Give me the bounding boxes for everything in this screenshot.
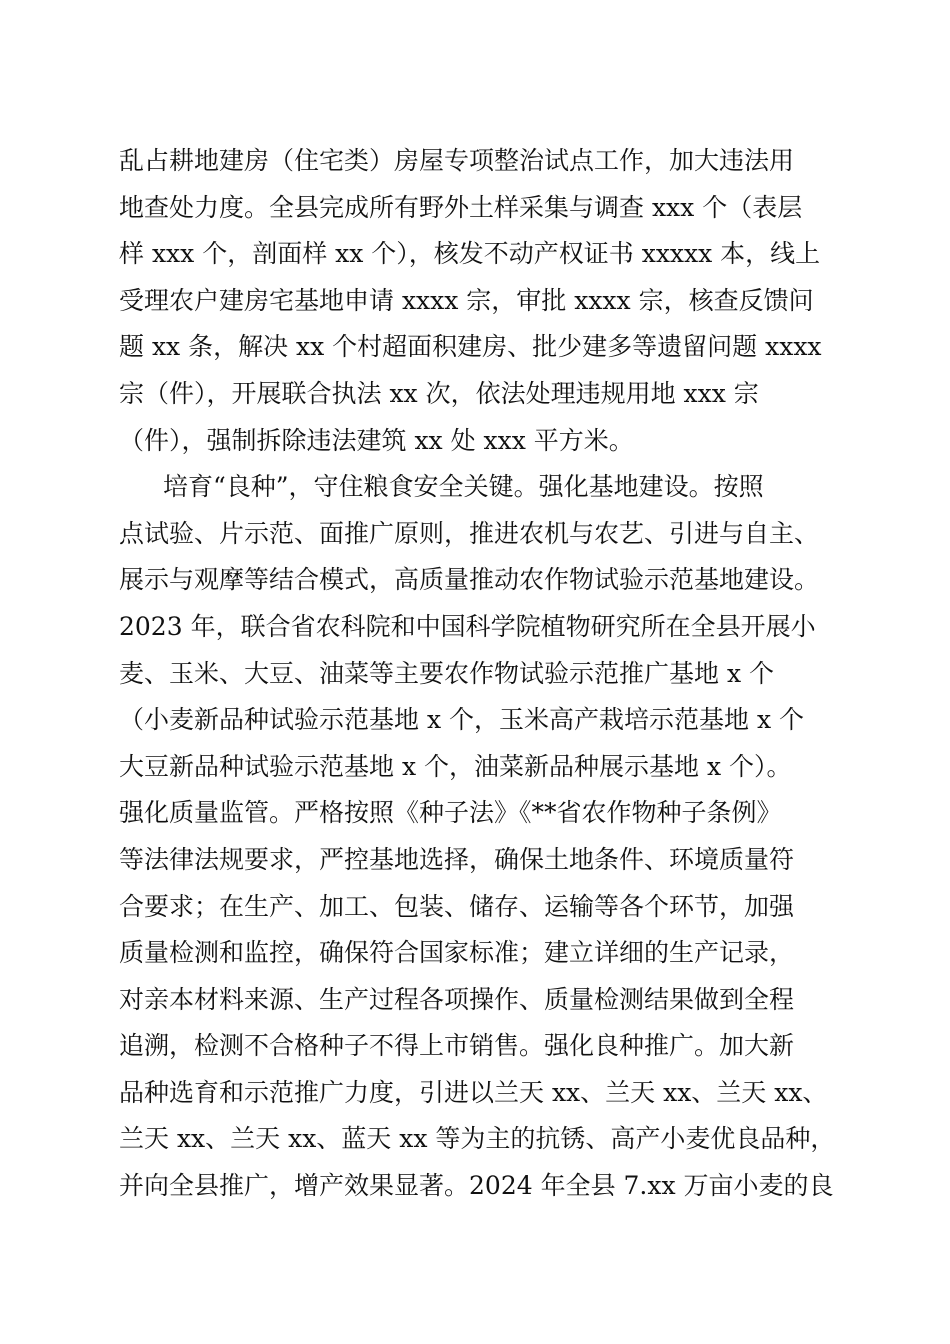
text-line: （小麦新品种试验示范基地 x 个，玉米高产栽培示范基地 x 个 bbox=[119, 705, 804, 735]
text-line: 对亲本材料来源、生产过程各项操作、质量检测结果做到全程 bbox=[119, 984, 795, 1014]
text-line: 乱占耕地建房（住宅类）房屋专项整治试点工作，加大违法用 bbox=[119, 146, 795, 175]
text-line: 样 xxx 个，剖面样 xx 个），核发不动产权证书 xxxxx 本，线上 bbox=[119, 239, 821, 269]
text-line: 麦、玉米、大豆、油菜等主要农作物试验示范推广基地 x 个 bbox=[119, 658, 774, 688]
text-line: 质量检测和监控，确保符合国家标准；建立详细的生产记录， bbox=[119, 938, 795, 968]
text-line: 品种选育和示范推广力度，引进以兰天 xx、兰天 xx、兰天 xx、 bbox=[119, 1077, 828, 1107]
paragraph-land-enforcement bbox=[119, 138, 831, 464]
text-line: 2023 年，联合省农科院和中国科学院植物研究所在全县开展小 bbox=[119, 611, 816, 641]
text-line: 地查处力度。全县完成所有野外土样采集与调查 xxx 个（表层 bbox=[119, 192, 803, 222]
paragraph-seed-cultivation bbox=[119, 464, 836, 1210]
text-line: 宗（件），开展联合执法 xx 次，依法处理违规用地 xxx 宗 bbox=[119, 378, 759, 408]
text-line: 追溯，检测不合格种子不得上市销售。强化良种推广。加大新 bbox=[119, 1031, 795, 1061]
text-line: （件），强制拆除违法建筑 xx 处 xxx 平方米。 bbox=[119, 425, 634, 455]
text-line: 等法律法规要求，严控基地选择，确保土地条件、环境质量符 bbox=[119, 844, 795, 874]
text-line: 合要求；在生产、加工、包装、储存、运输等各个环节，加强 bbox=[119, 891, 795, 921]
text-line: 受理农户建房宅基地申请 xxxx 宗，审批 xxxx 宗，核查反馈问 bbox=[119, 285, 814, 315]
text-line: 点试验、片示范、面推广原则，推进农机与农艺、引进与自主、 bbox=[119, 518, 820, 548]
text-line: 强化质量监管。严格按照《种子法》《**省农作物种子条例》 bbox=[119, 798, 782, 828]
document-body bbox=[119, 138, 836, 1210]
text-line: 并向全县推广，增产效果显著。2024 年全县 7.xx 万亩小麦的良 bbox=[119, 1171, 834, 1201]
paragraph-first-line: 培育“良种”，守住粮食安全关键。强化基地建设。按照 bbox=[163, 472, 764, 502]
text-line: 题 xx 条，解决 xx 个村超面积建房、批少建多等遗留问题 xxxx bbox=[119, 332, 822, 362]
text-line: 展示与观摩等结合模式，高质量推动农作物试验示范基地建设。 bbox=[119, 565, 820, 595]
text-line: 大豆新品种试验示范基地 x 个，油菜新品种展示基地 x 个）。 bbox=[119, 751, 792, 781]
text-line: 兰天 xx、兰天 xx、蓝天 xx 等为主的抗锈、高产小麦优良品种， bbox=[119, 1124, 836, 1154]
